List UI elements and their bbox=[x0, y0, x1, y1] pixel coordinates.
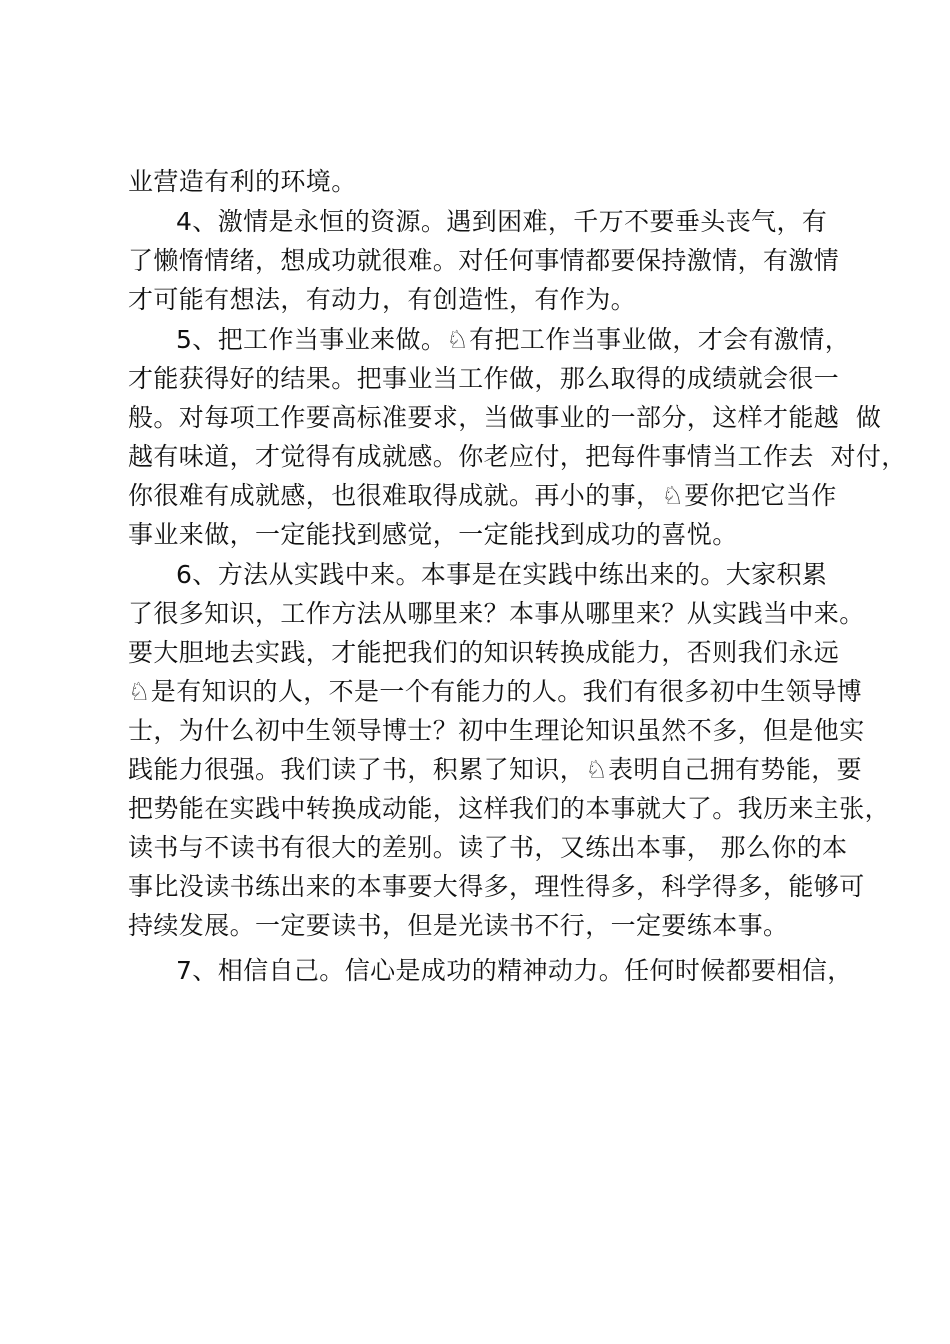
text-line: 要大胆地去实践，才能把我们的知识转换成能力，否则我们永远 bbox=[128, 638, 840, 667]
text-line: 5、把工作当事业来做。♘有把工作当事业做，才会有激情， bbox=[176, 325, 851, 354]
text-line: 了懒惰情绪，想成功就很难。对任何事情都要保持激情，有激情 bbox=[128, 246, 840, 275]
text-line: 持续发展。一定要读书，但是光读书不行，一定要练本事。 bbox=[128, 911, 789, 940]
text-line: 6、方法从实践中来。本事是在实践中练出来的。大家积累 bbox=[176, 560, 828, 589]
text-line: 般。对每项工作要高标准要求，当做事业的一部分，这样才能越 做 bbox=[128, 403, 882, 432]
text-line: 读书与不读书有很大的差别。读了书，又练出本事， 那么你的本 bbox=[128, 833, 848, 862]
text-line: 士，为什么初中生领导博士？初中生理论知识虽然不多，但是他实 bbox=[128, 716, 865, 745]
text-line: 7、相信自己。信心是成功的精神动力。任何时候都要相信， bbox=[176, 956, 853, 985]
text-line: 把势能在实践中转换成动能，这样我们的本事就大了。我历来主张， bbox=[128, 794, 891, 823]
text-line: 你很难有成就感，也很难取得成就。再小的事，♘要你把它当作 bbox=[128, 481, 837, 510]
text-line: 越有味道，才觉得有成就感。你老应付，把每件事情当工作去 对付， bbox=[128, 442, 907, 471]
text-line: ♘是有知识的人，不是一个有能力的人。我们有很多初中生领导博 bbox=[128, 677, 863, 706]
text-line: 事业来做，一定能找到感觉，一定能找到成功的喜悦。 bbox=[128, 520, 738, 549]
text-line: 才可能有想法，有动力，有创造性，有作为。 bbox=[128, 285, 637, 314]
text-line: 践能力很强。我们读了书，积累了知识，♘表明自己拥有势能，要 bbox=[128, 755, 863, 784]
text-line: 业营造有利的环境。 bbox=[128, 167, 357, 196]
text-line: 才能获得好的结果。把事业当工作做，那么取得的成绩就会很一 bbox=[128, 364, 840, 393]
text-line: 事比没读书练出来的本事要大得多，理性得多，科学得多，能够可 bbox=[128, 872, 865, 901]
text-line: 了很多知识，工作方法从哪里来？本事从哪里来？从实践当中来。 bbox=[128, 599, 865, 628]
text-line: 4、激情是永恒的资源。遇到困难，千万不要垂头丧气，有 bbox=[176, 207, 828, 236]
